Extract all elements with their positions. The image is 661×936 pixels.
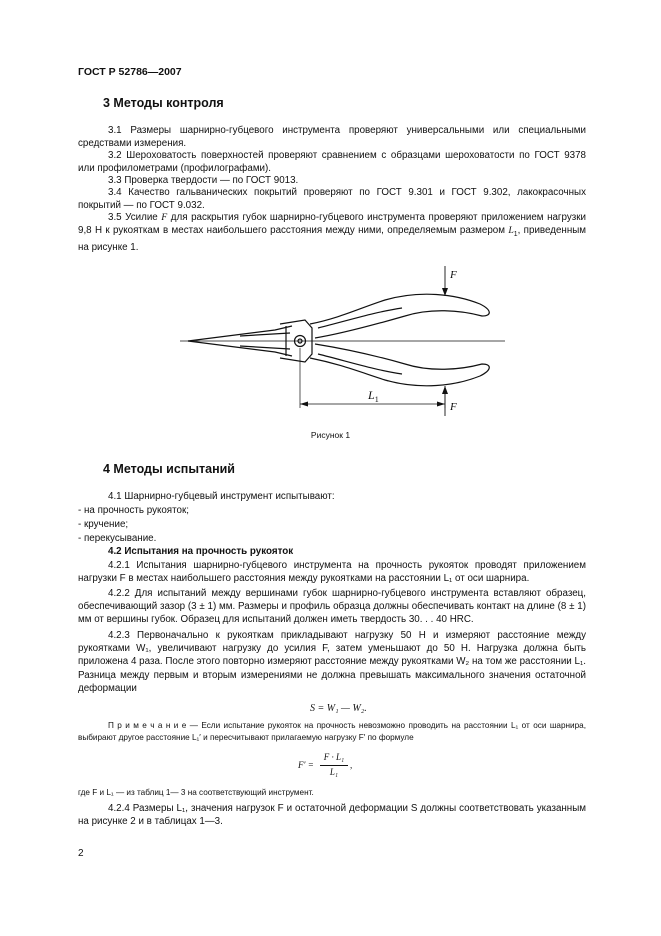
list-item: - на прочность рукояток; <box>78 505 189 516</box>
paragraph-3-4: 3.4 Качество гальванических покрытий проверяют по ГОСТ 9.301 и ГОСТ 9.302, лакокрасочных покрытий — по ГОСТ 9.032. <box>78 187 586 212</box>
where-clause: где F и L₁ — из таблиц 1— 3 на соответствующий инструмент. <box>78 788 314 797</box>
page-number: 2 <box>78 848 84 859</box>
paragraph-4-2-2: 4.2.2 Для испытаний между вершинами губок шарнирно-губцевого инструмента вставляют образец, обеспечивающий зазор (3 ± 1) мм. Размеры и профиль образца должны обеспечивать контакт на длине (8 ± 1) мм от вершины губок. Образец для испытаний должен иметь твердость 30. . . 40 HRC. <box>78 588 586 626</box>
section-3-title: 3 Методы контроля <box>103 96 224 110</box>
figure-force-label-top: F <box>450 269 457 281</box>
note-paragraph: П р и м е ч а н и е — Если испытание рукояток на прочность невозможно проводить на расстоянии L₁ от оси шарнира, выбирают другое расстояние L₁′ и пересчитывают прилагаемую нагрузку F′ по формуле <box>78 721 586 742</box>
paragraph-3-3: 3.3 Проверка твердости — по ГОСТ 9013. <box>108 175 299 186</box>
list-item: - кручение; <box>78 519 129 530</box>
section-4-title: 4 Методы испытаний <box>103 462 235 476</box>
paragraph-4-2-3: 4.2.3 Первоначально к рукояткам прикладывают нагрузку 50 Н и измеряют расстояние между рукоятками W₁, увеличивают нагрузку до усилия F, затем уменьшают до 50 Н. Нагрузка должна быть приложена 4 раза. После этого повторно измеряют расстояние между рукоятками W₂ на том же расстоянии L₁. Разница между первым и вторым измерениями не должна превышать максимального значения остаточной деформации <box>78 630 586 694</box>
paragraph-3-1: 3.1 Размеры шарнирно-губцевого инструмента проверяют универсальными или специальными средствами измерения. <box>78 125 586 150</box>
list-item: - перекусывание. <box>78 533 157 544</box>
figure-force-label-bottom: F <box>450 401 457 413</box>
paragraph-3-5: 3.5 Усилие F для раскрытия губок шарнирно-губцевого инструмента проверяют приложением нагрузки 9,8 Н к рукояткам в местах наибольшего расстояния между ними, определяемым размером $L_1$, приведенным на рисунке 1. <box>78 212 587 254</box>
figure-dimension-label: $L_1$ <box>368 388 379 404</box>
paragraph-4-1: 4.1 Шарнирно-губцевый инструмент испытывают: <box>108 491 335 502</box>
paragraph-3-2: 3.2 Шероховатость поверхностей проверяют сравнением с образцами шероховатости по ГОСТ 9378 или профилометрами (профилографами). <box>78 150 586 175</box>
formula-deformation: S = W₁ — W₂. <box>310 703 367 714</box>
paragraph-4-2-4: 4.2.4 Размеры L₁, значения нагрузок F и остаточной деформации S должны соответствовать указанным на рисунке 2 и в таблицах 1—3. <box>78 803 586 828</box>
subsection-4-2-title: 4.2 Испытания на прочность рукояток <box>108 546 294 557</box>
paragraph-4-2-1: 4.2.1 Испытания шарнирно-губцевого инструмента на прочность рукояток проводят приложением нагрузки F в местах наибольшего расстояния между рукоятками на расстоянии L₁ от оси шарнира. <box>78 560 586 585</box>
figure-1-caption: Рисунок 1 <box>310 430 351 440</box>
document-header: ГОСТ Р 52786—2007 <box>78 66 182 78</box>
figure-1-pliers-drawing <box>180 258 510 418</box>
